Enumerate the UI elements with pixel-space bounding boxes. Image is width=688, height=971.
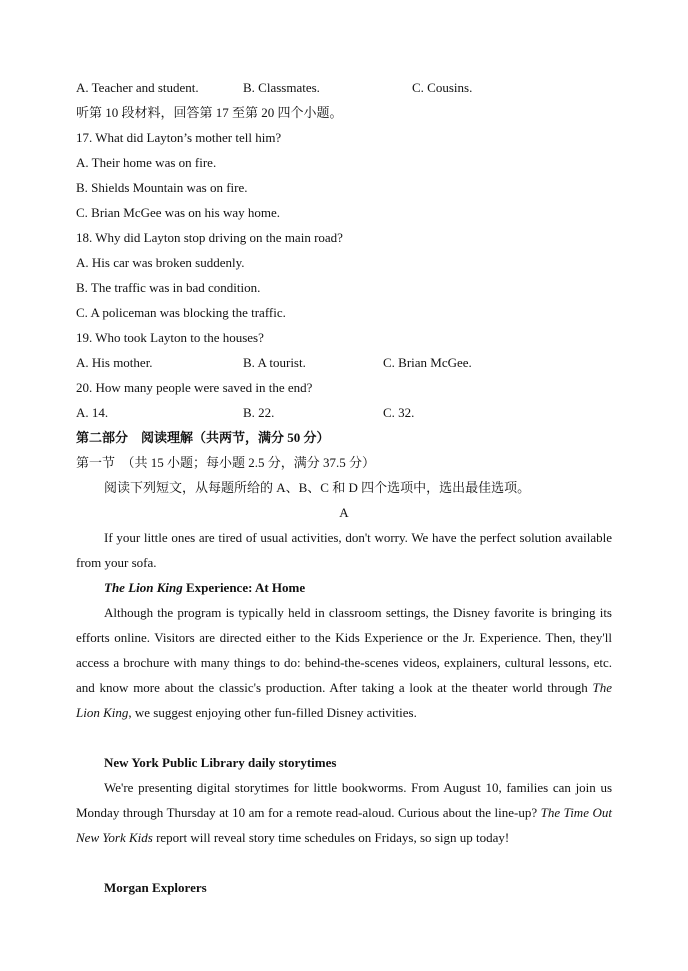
paragraph-lion-king-italic: The Lion King bbox=[76, 680, 612, 720]
q20-option-c: C. 32. bbox=[383, 405, 415, 420]
heading-lion-king-title: The Lion King bbox=[104, 580, 183, 595]
paragraph-nypl-italic: The Time Out New York Kids bbox=[76, 805, 612, 845]
heading-lion-king bbox=[104, 579, 612, 597]
heading-lion-king-rest: Experience: At Home bbox=[182, 580, 306, 595]
q18-option-b: B. The traffic was in bad condition. bbox=[76, 280, 261, 295]
q16-option-a: A. Teacher and student. bbox=[76, 80, 199, 95]
question-17: 17. What did Layton’s mother tell him? bbox=[76, 130, 282, 145]
q17-option-a: A. Their home was on fire. bbox=[76, 155, 217, 170]
q18-option-a: A. His car was broken suddenly. bbox=[76, 255, 245, 270]
question-20: 20. How many people were saved in the end? bbox=[76, 380, 313, 395]
paragraph-nypl-text-a: We're presenting digital storytimes for little bookworms. From August 10, families can join us Monday through Thursday at 10 am for a remote read-aloud. Curious about the line-up? bbox=[76, 780, 612, 820]
question-19: 19. Who took Layton to the houses? bbox=[76, 330, 264, 345]
q19-option-c: C. Brian McGee. bbox=[383, 355, 472, 370]
paragraph-lion-king bbox=[76, 600, 612, 725]
heading-nypl: New York Public Library daily storytimes bbox=[104, 755, 337, 770]
q17-option-c: C. Brian McGee was on his way home. bbox=[76, 205, 280, 220]
part2-title: 第二部分 阅读理解（共两节，满分 50 分） bbox=[76, 430, 330, 445]
passage-label: A bbox=[339, 505, 349, 520]
q19-option-a: A. His mother. bbox=[76, 355, 153, 370]
paragraph-lion-king-text-b: , we suggest enjoying other fun-filled Disney activities. bbox=[128, 705, 417, 720]
q20-option-a: A. 14. bbox=[76, 405, 109, 420]
q18-option-c: C. A policeman was blocking the traffic. bbox=[76, 305, 286, 320]
q17-option-b: B. Shields Mountain was on fire. bbox=[76, 180, 248, 195]
paragraph-intro bbox=[76, 525, 612, 575]
q16-option-c: C. Cousins. bbox=[412, 80, 473, 95]
q20-option-b: B. 22. bbox=[243, 405, 275, 420]
paragraph-intro-text: If your little ones are tired of usual activities, don't worry. We have the perfect solution available from your sofa. bbox=[76, 530, 612, 570]
section-intro: 听第 10 段材料，回答第 17 至第 20 四个小题。 bbox=[76, 105, 343, 120]
q16-option-b: B. Classmates. bbox=[243, 80, 320, 95]
heading-morgan: Morgan Explorers bbox=[104, 880, 207, 895]
section1-title: 第一节 （共 15 小题；每小题 2.5 分，满分 37.5 分） bbox=[76, 455, 376, 470]
question-18: 18. Why did Layton stop driving on the main road? bbox=[76, 230, 343, 245]
paragraph-lion-king-text-a: Although the program is typically held in classroom settings, the Disney favorite is bringing its efforts online. Visitors are directed either to the Kids Experience or the Jr. Experience. Then, they'll access a brochure with many things to do: behind-the-scenes videos, explainers, cultural lessons, etc. and know more about the classic's production. After taking a look at the theater world through bbox=[76, 605, 612, 695]
reading-instruction: 阅读下列短文，从每题所给的 A、B、C 和 D 四个选项中，选出最佳选项。 bbox=[104, 480, 531, 495]
paragraph-nypl bbox=[76, 775, 612, 850]
paragraph-nypl-text-b: report will reveal story time schedules on Fridays, so sign up today! bbox=[152, 830, 510, 845]
q19-option-b: B. A tourist. bbox=[243, 355, 306, 370]
